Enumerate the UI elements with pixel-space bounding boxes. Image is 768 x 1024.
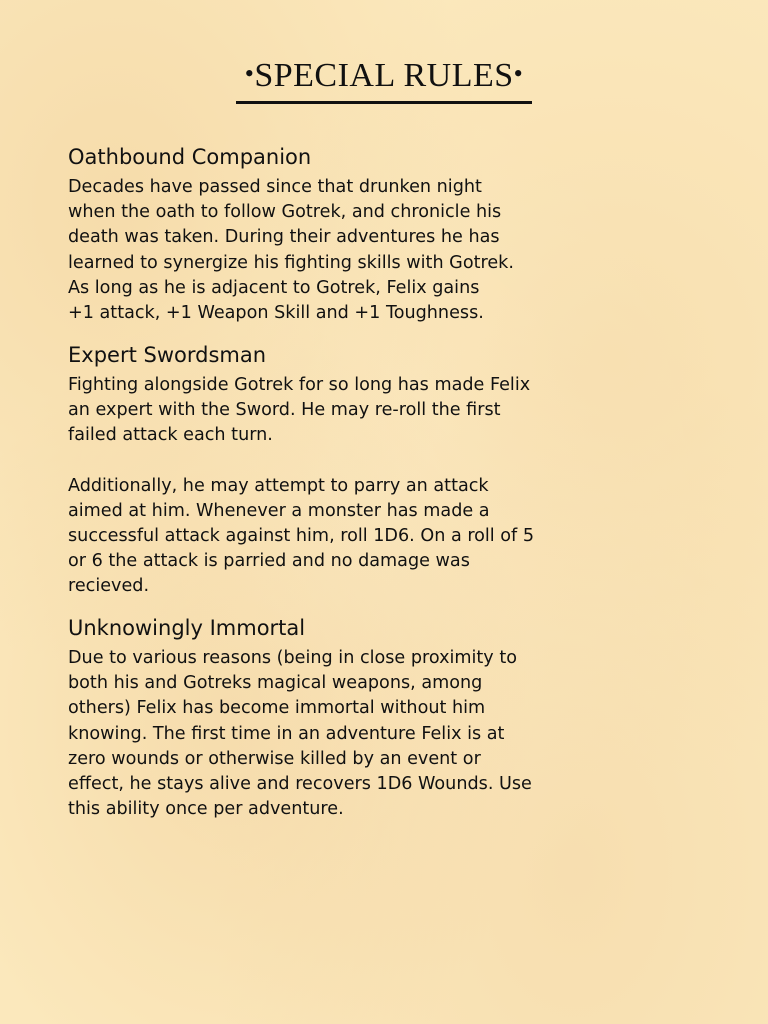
title-bullet-right: • xyxy=(513,59,524,88)
paragraph-spacer xyxy=(68,449,708,474)
section-paragraph: Due to various reasons (being in close proximity to both his and Gotreks magical weapons, among others) Felix has become immortal without him knowing. The first time in an adventure Felix is at zero wounds or otherwise killed by an event or effect, he stays alive and recovers 1D6 Wounds. Use this ability once per adventure. xyxy=(68,648,532,820)
section-expert-swordsman xyxy=(68,341,708,600)
section-heading: Expert Swordsman xyxy=(68,343,267,367)
title-text: SPECIAL RULES xyxy=(254,57,514,94)
section-unknowingly-immortal xyxy=(68,614,708,822)
page-title xyxy=(0,56,768,98)
section-heading: Oathbound Companion xyxy=(68,145,312,169)
section-oathbound-companion xyxy=(68,143,708,326)
section-heading: Unknowingly Immortal xyxy=(68,616,306,640)
title-underline xyxy=(236,101,532,104)
title-bullet-left: • xyxy=(244,59,255,88)
section-paragraph: Fighting alongside Gotrek for so long has made Felix an expert with the Sword. He may re-roll the first failed attack each turn. xyxy=(68,375,531,446)
section-paragraph: Decades have passed since that drunken night when the oath to follow Gotrek, and chronicle his death was taken. During their adventures he has learned to synergize his fighting skills with Gotrek. As long as he is adjacent to Gotrek, Felix gains +1 attack, +1 Weapon Skill and +1 Toughness. xyxy=(68,177,514,324)
section-paragraph: Additionally, he may attempt to parry an attack aimed at him. Whenever a monster has made a successful attack against him, roll 1D6. On a roll of 5 or 6 the attack is parried and no damage was recieved. xyxy=(68,475,535,597)
